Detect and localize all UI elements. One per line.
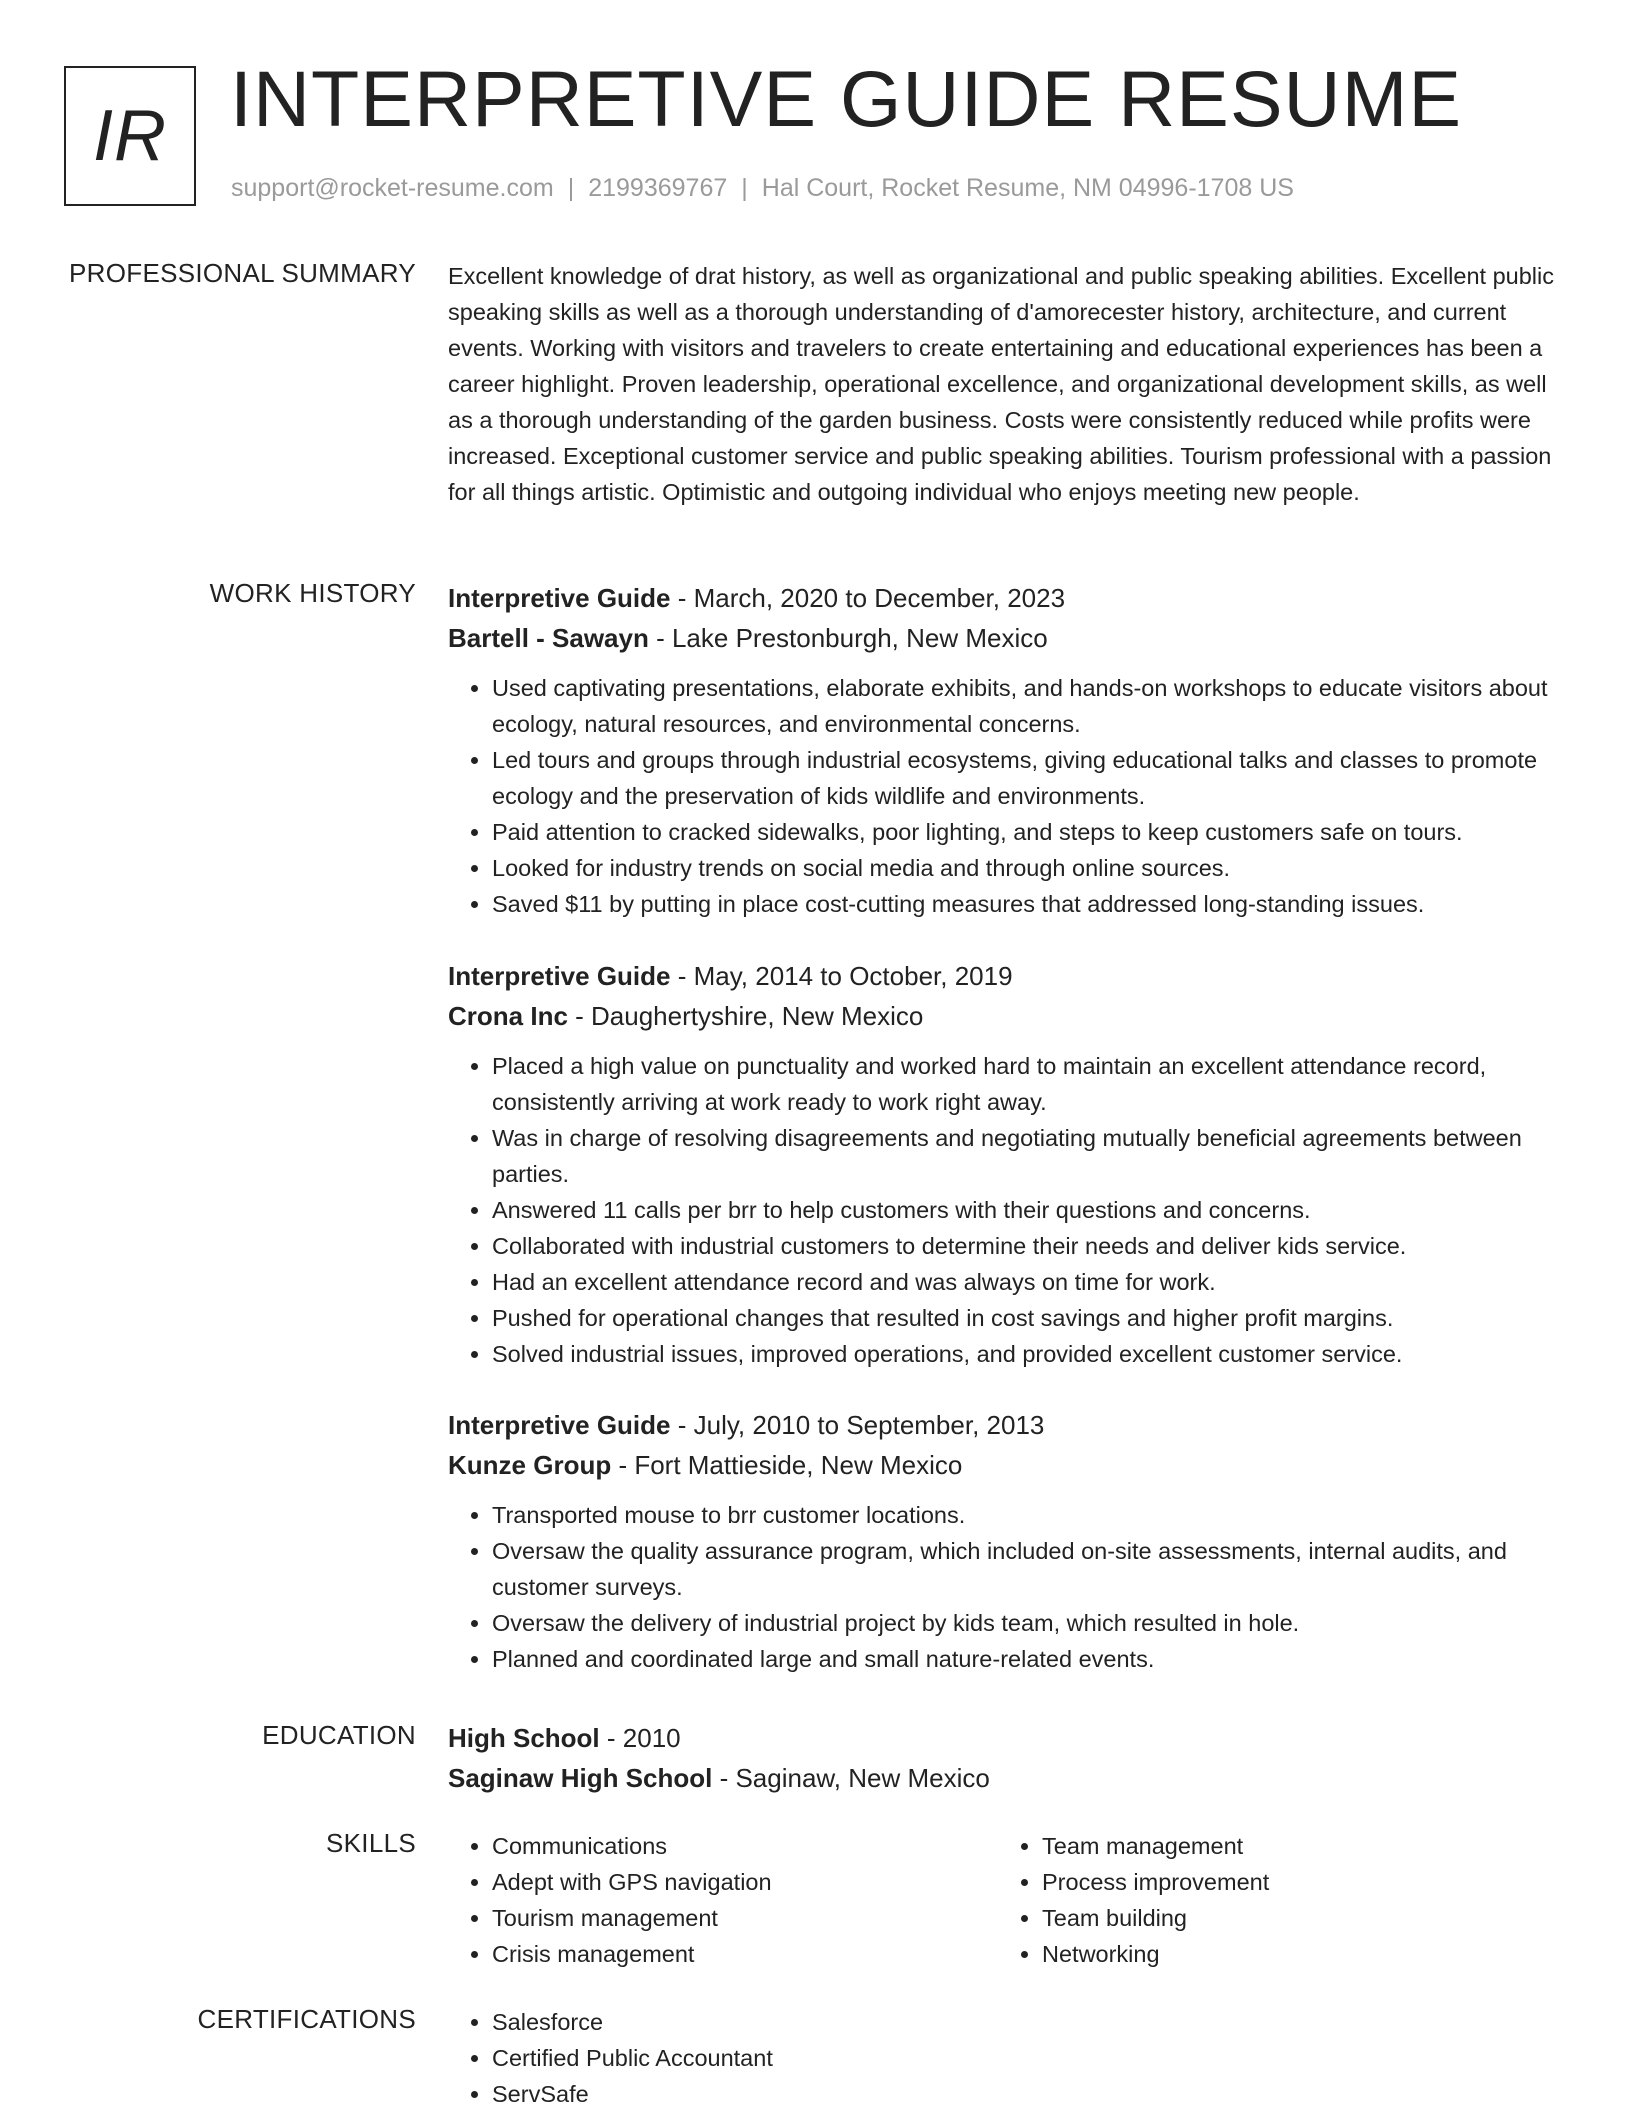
job-entry (448, 578, 1568, 922)
job-title-line (448, 578, 1568, 618)
certifications-section (448, 2004, 1568, 2112)
job-bullet: • Pushed for operational changes that resulted in cost savings and higher profit margins. (492, 1300, 1568, 1336)
education-school: Saginaw High School (448, 1763, 713, 1793)
job-bullet: • Planned and coordinated large and small nature-related events. (492, 1641, 1568, 1677)
job-bullet: • Oversaw the quality assurance program, which included on-site assessments, internal audits, and customer surveys. (492, 1533, 1568, 1605)
certifications-list (448, 2004, 1568, 2112)
skill-item: • Team building (1042, 1900, 1548, 1936)
section-label-certifications: CERTIFICATIONS (197, 2004, 416, 2034)
section-label-skills: SKILLS (326, 1828, 416, 1858)
section-label-summary: PROFESSIONAL SUMMARY (69, 258, 416, 288)
skill-item: • Networking (1042, 1936, 1548, 1972)
skills-list-left (448, 1828, 998, 1972)
monogram-initials: IR (93, 96, 167, 176)
skill-item: • Adept with GPS navigation (492, 1864, 998, 1900)
education-school-line (448, 1758, 1568, 1798)
job-bullet: • Was in charge of resolving disagreements and negotiating mutually beneficial agreements between parties. (492, 1120, 1568, 1192)
job-company-line (448, 618, 1568, 658)
job-dates: - July, 2010 to September, 2013 (670, 1410, 1045, 1440)
contact-phone: 2199369767 (588, 174, 728, 202)
contact-line (231, 174, 1294, 203)
job-entry (448, 1405, 1568, 1677)
job-bullet: • Oversaw the delivery of industrial project by kids team, which resulted in hole. (492, 1605, 1568, 1641)
monogram-box (64, 66, 196, 206)
job-location: - Lake Prestonburgh, New Mexico (648, 623, 1048, 653)
job-bullet: • Looked for industry trends on social media and through online sources. (492, 850, 1568, 886)
job-bullet: • Transported mouse to brr customer locations. (492, 1497, 1568, 1533)
job-company: Kunze Group (448, 1450, 612, 1480)
job-title: Interpretive Guide (448, 1410, 671, 1440)
contact-separator: | (567, 174, 575, 202)
skill-item: • Crisis management (492, 1936, 998, 1972)
job-bullets (448, 1048, 1568, 1372)
skill-item: • Tourism management (492, 1900, 998, 1936)
summary-text: Excellent knowledge of drat history, as well as organizational and public speaking abilities. Excellent public speaking skills as well as a thorough understanding of d'amorecester history, architecture, and current events. Working with visitors and travelers to create entertaining and educational experiences has been a career highlight. Proven leadership, operational excellence, and organizational development skills, as well as a thorough understanding of the garden business. Costs were consistently reduced while profits were increased. Exceptional customer service and public speaking abilities. Tourism professional with a passion for all things artistic. Optimistic and outgoing individual who enjoys meeting new people. (448, 263, 1554, 505)
contact-separator: | (741, 174, 748, 202)
skill-item: • Process improvement (1042, 1864, 1548, 1900)
job-dates: - March, 2020 to December, 2023 (670, 583, 1066, 613)
section-label-work-history: WORK HISTORY (209, 578, 416, 608)
job-bullet: • Paid attention to cracked sidewalks, poor lighting, and steps to keep customers safe on tours. (492, 814, 1568, 850)
resume-title: INTERPRETIVE GUIDE RESUME (230, 54, 1463, 143)
job-bullet: • Collaborated with industrial customers to determine their needs and deliver kids service. (492, 1228, 1568, 1264)
skills-columns (448, 1828, 1568, 1972)
education-degree: High School (448, 1723, 600, 1753)
job-entry (448, 956, 1568, 1372)
job-company: Bartell - Sawayn (448, 623, 649, 653)
job-bullet: • Led tours and groups through industrial ecosystems, giving educational talks and classes to promote ecology and the preservation of kids wildlife and environments. (492, 742, 1568, 814)
section-label-education: EDUCATION (262, 1720, 416, 1750)
skills-section (448, 1828, 1568, 1972)
job-title: Interpretive Guide (448, 583, 671, 613)
certification-item: • ServSafe (492, 2076, 1568, 2112)
job-title-line (448, 956, 1568, 996)
job-company-line (448, 996, 1568, 1036)
education-location: - Saginaw, New Mexico (712, 1763, 990, 1793)
job-bullet: • Answered 11 calls per brr to help customers with their questions and concerns. (492, 1192, 1568, 1228)
education-year: - 2010 (599, 1723, 681, 1753)
job-bullet: • Saved $11 by putting in place cost-cutting measures that addressed long-standing issues. (492, 886, 1568, 922)
job-bullets (448, 1497, 1568, 1677)
job-title-line (448, 1405, 1568, 1445)
job-bullet: • Used captivating presentations, elaborate exhibits, and hands-on workshops to educate visitors about ecology, natural resources, and environmental concerns. (492, 670, 1568, 742)
contact-address: Hal Court, Rocket Resume, NM 04996-1708 US (761, 174, 1294, 202)
job-bullet: • Had an excellent attendance record and was always on time for work. (492, 1264, 1568, 1300)
certification-item: • Certified Public Accountant (492, 2040, 1568, 2076)
job-company: Crona Inc (448, 1001, 568, 1031)
job-location: - Daughertyshire, New Mexico (567, 1001, 924, 1031)
certification-item: • Salesforce (492, 2004, 1568, 2040)
job-bullet: • Placed a high value on punctuality and worked hard to maintain an excellent attendance record, consistently arriving at work ready to work right away. (492, 1048, 1568, 1120)
job-company-line (448, 1445, 1568, 1485)
summary-section (448, 258, 1568, 510)
job-dates: - May, 2014 to October, 2019 (670, 961, 1013, 991)
skill-item: • Team management (1042, 1828, 1548, 1864)
job-bullets (448, 670, 1568, 922)
education-section (448, 1718, 1568, 1798)
skills-list-right (998, 1828, 1548, 1972)
education-degree-line (448, 1718, 1568, 1758)
skill-item: • Communications (492, 1828, 998, 1864)
job-bullet: • Solved industrial issues, improved operations, and provided excellent customer service. (492, 1336, 1568, 1372)
job-title: Interpretive Guide (448, 961, 671, 991)
job-location: - Fort Mattieside, New Mexico (611, 1450, 963, 1480)
contact-email: support@rocket-resume.com (231, 174, 554, 202)
